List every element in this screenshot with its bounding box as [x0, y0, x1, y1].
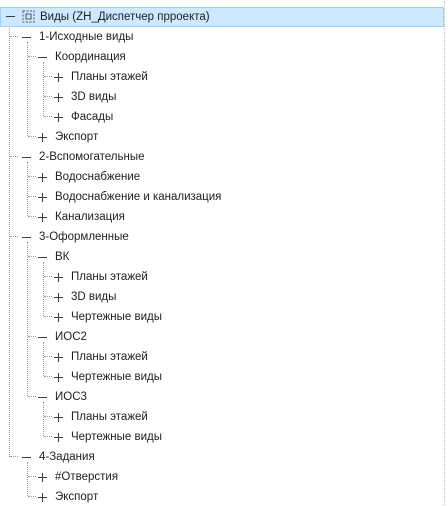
- tree-node-folder[interactable]: [0, 427, 448, 447]
- tree-node-root[interactable]: [0, 7, 444, 27]
- collapse-toggle[interactable]: [22, 453, 31, 462]
- tree-node-label: Водоснабжение и канализация: [55, 191, 222, 203]
- tree-node-folder[interactable]: [0, 287, 448, 307]
- collapse-toggle[interactable]: [6, 12, 15, 21]
- expand-toggle[interactable]: [54, 313, 63, 322]
- tree-node-label: 3-Оформленные: [39, 231, 129, 243]
- tree-node-folder[interactable]: [0, 407, 448, 427]
- tree-node-label: Фасады: [71, 111, 114, 123]
- tree-node-folder[interactable]: [0, 67, 448, 87]
- collapse-toggle[interactable]: [22, 233, 31, 242]
- tree-node-label: Чертежные виды: [71, 371, 163, 383]
- tree-node-folder[interactable]: [0, 207, 448, 227]
- tree-node-label: ВК: [55, 251, 70, 263]
- expand-toggle[interactable]: [54, 73, 63, 82]
- tree-node-folder[interactable]: [0, 387, 448, 407]
- collapse-toggle[interactable]: [38, 53, 47, 62]
- tree-node-label: Планы этажей: [71, 271, 148, 283]
- tree-node-label: Водоснабжение: [55, 171, 141, 183]
- collapse-toggle[interactable]: [38, 393, 47, 402]
- tree-node-group[interactable]: [0, 227, 448, 247]
- view-icon: [22, 10, 35, 23]
- tree-node-label: Виды (ZH_Диспетчер прроекта): [40, 11, 210, 23]
- tree-node-label: 3D виды: [71, 291, 117, 303]
- tree-node-folder[interactable]: [0, 127, 448, 147]
- tree-node-group[interactable]: [0, 447, 448, 467]
- tree-node-label: ИОС2: [55, 331, 87, 343]
- tree-node-label: Планы этажей: [71, 71, 148, 83]
- tree-node-label: Чертежные виды: [71, 311, 163, 323]
- tree-node-label: Координация: [55, 51, 126, 63]
- tree-node-folder[interactable]: [0, 247, 448, 267]
- expand-toggle[interactable]: [54, 353, 63, 362]
- expand-toggle[interactable]: [38, 193, 47, 202]
- tree-node-folder[interactable]: [0, 327, 448, 347]
- collapse-toggle[interactable]: [38, 333, 47, 342]
- tree-node-folder[interactable]: [0, 47, 448, 67]
- tree-node-label: 2-Вспомогательные: [39, 151, 145, 163]
- tree-node-label: 1-Исходные виды: [39, 31, 134, 43]
- expand-toggle[interactable]: [38, 173, 47, 182]
- collapse-toggle[interactable]: [22, 153, 31, 162]
- tree-node-folder[interactable]: [0, 487, 448, 506]
- tree-node-label: 3D виды: [71, 91, 117, 103]
- tree-node-label: Канализация: [55, 211, 125, 223]
- tree-node-folder[interactable]: [0, 307, 448, 327]
- tree-node-group[interactable]: [0, 147, 448, 167]
- expand-toggle[interactable]: [38, 133, 47, 142]
- collapse-toggle[interactable]: [38, 253, 47, 262]
- expand-toggle[interactable]: [38, 493, 47, 502]
- tree-node-label: Экспорт: [55, 491, 99, 503]
- expand-toggle[interactable]: [54, 413, 63, 422]
- expand-toggle[interactable]: [54, 293, 63, 302]
- tree-node-folder[interactable]: [0, 107, 448, 127]
- expand-toggle[interactable]: [54, 273, 63, 282]
- tree-node-folder[interactable]: [0, 267, 448, 287]
- expand-toggle[interactable]: [54, 113, 63, 122]
- expand-toggle[interactable]: [54, 373, 63, 382]
- tree-node-label: #Отверстия: [55, 471, 119, 483]
- tree-node-folder[interactable]: [0, 167, 448, 187]
- expand-toggle[interactable]: [38, 213, 47, 222]
- tree-node-folder[interactable]: [0, 467, 448, 487]
- tree-node-label: ИОС3: [55, 391, 87, 403]
- expand-toggle[interactable]: [38, 473, 47, 482]
- tree-node-folder[interactable]: [0, 347, 448, 367]
- tree-node-folder[interactable]: [0, 187, 448, 207]
- tree-node-group[interactable]: [0, 27, 448, 47]
- tree-node-folder[interactable]: [0, 367, 448, 387]
- tree-node-label: 4-Задания: [39, 451, 95, 463]
- tree-node-label: Чертежные виды: [71, 431, 163, 443]
- expand-toggle[interactable]: [54, 93, 63, 102]
- tree-node-label: Экспорт: [55, 131, 99, 143]
- tree-node-label: Планы этажей: [71, 351, 148, 363]
- tree-node-label: Планы этажей: [71, 411, 148, 423]
- collapse-toggle[interactable]: [22, 33, 31, 42]
- expand-toggle[interactable]: [54, 433, 63, 442]
- tree-node-folder[interactable]: [0, 87, 448, 107]
